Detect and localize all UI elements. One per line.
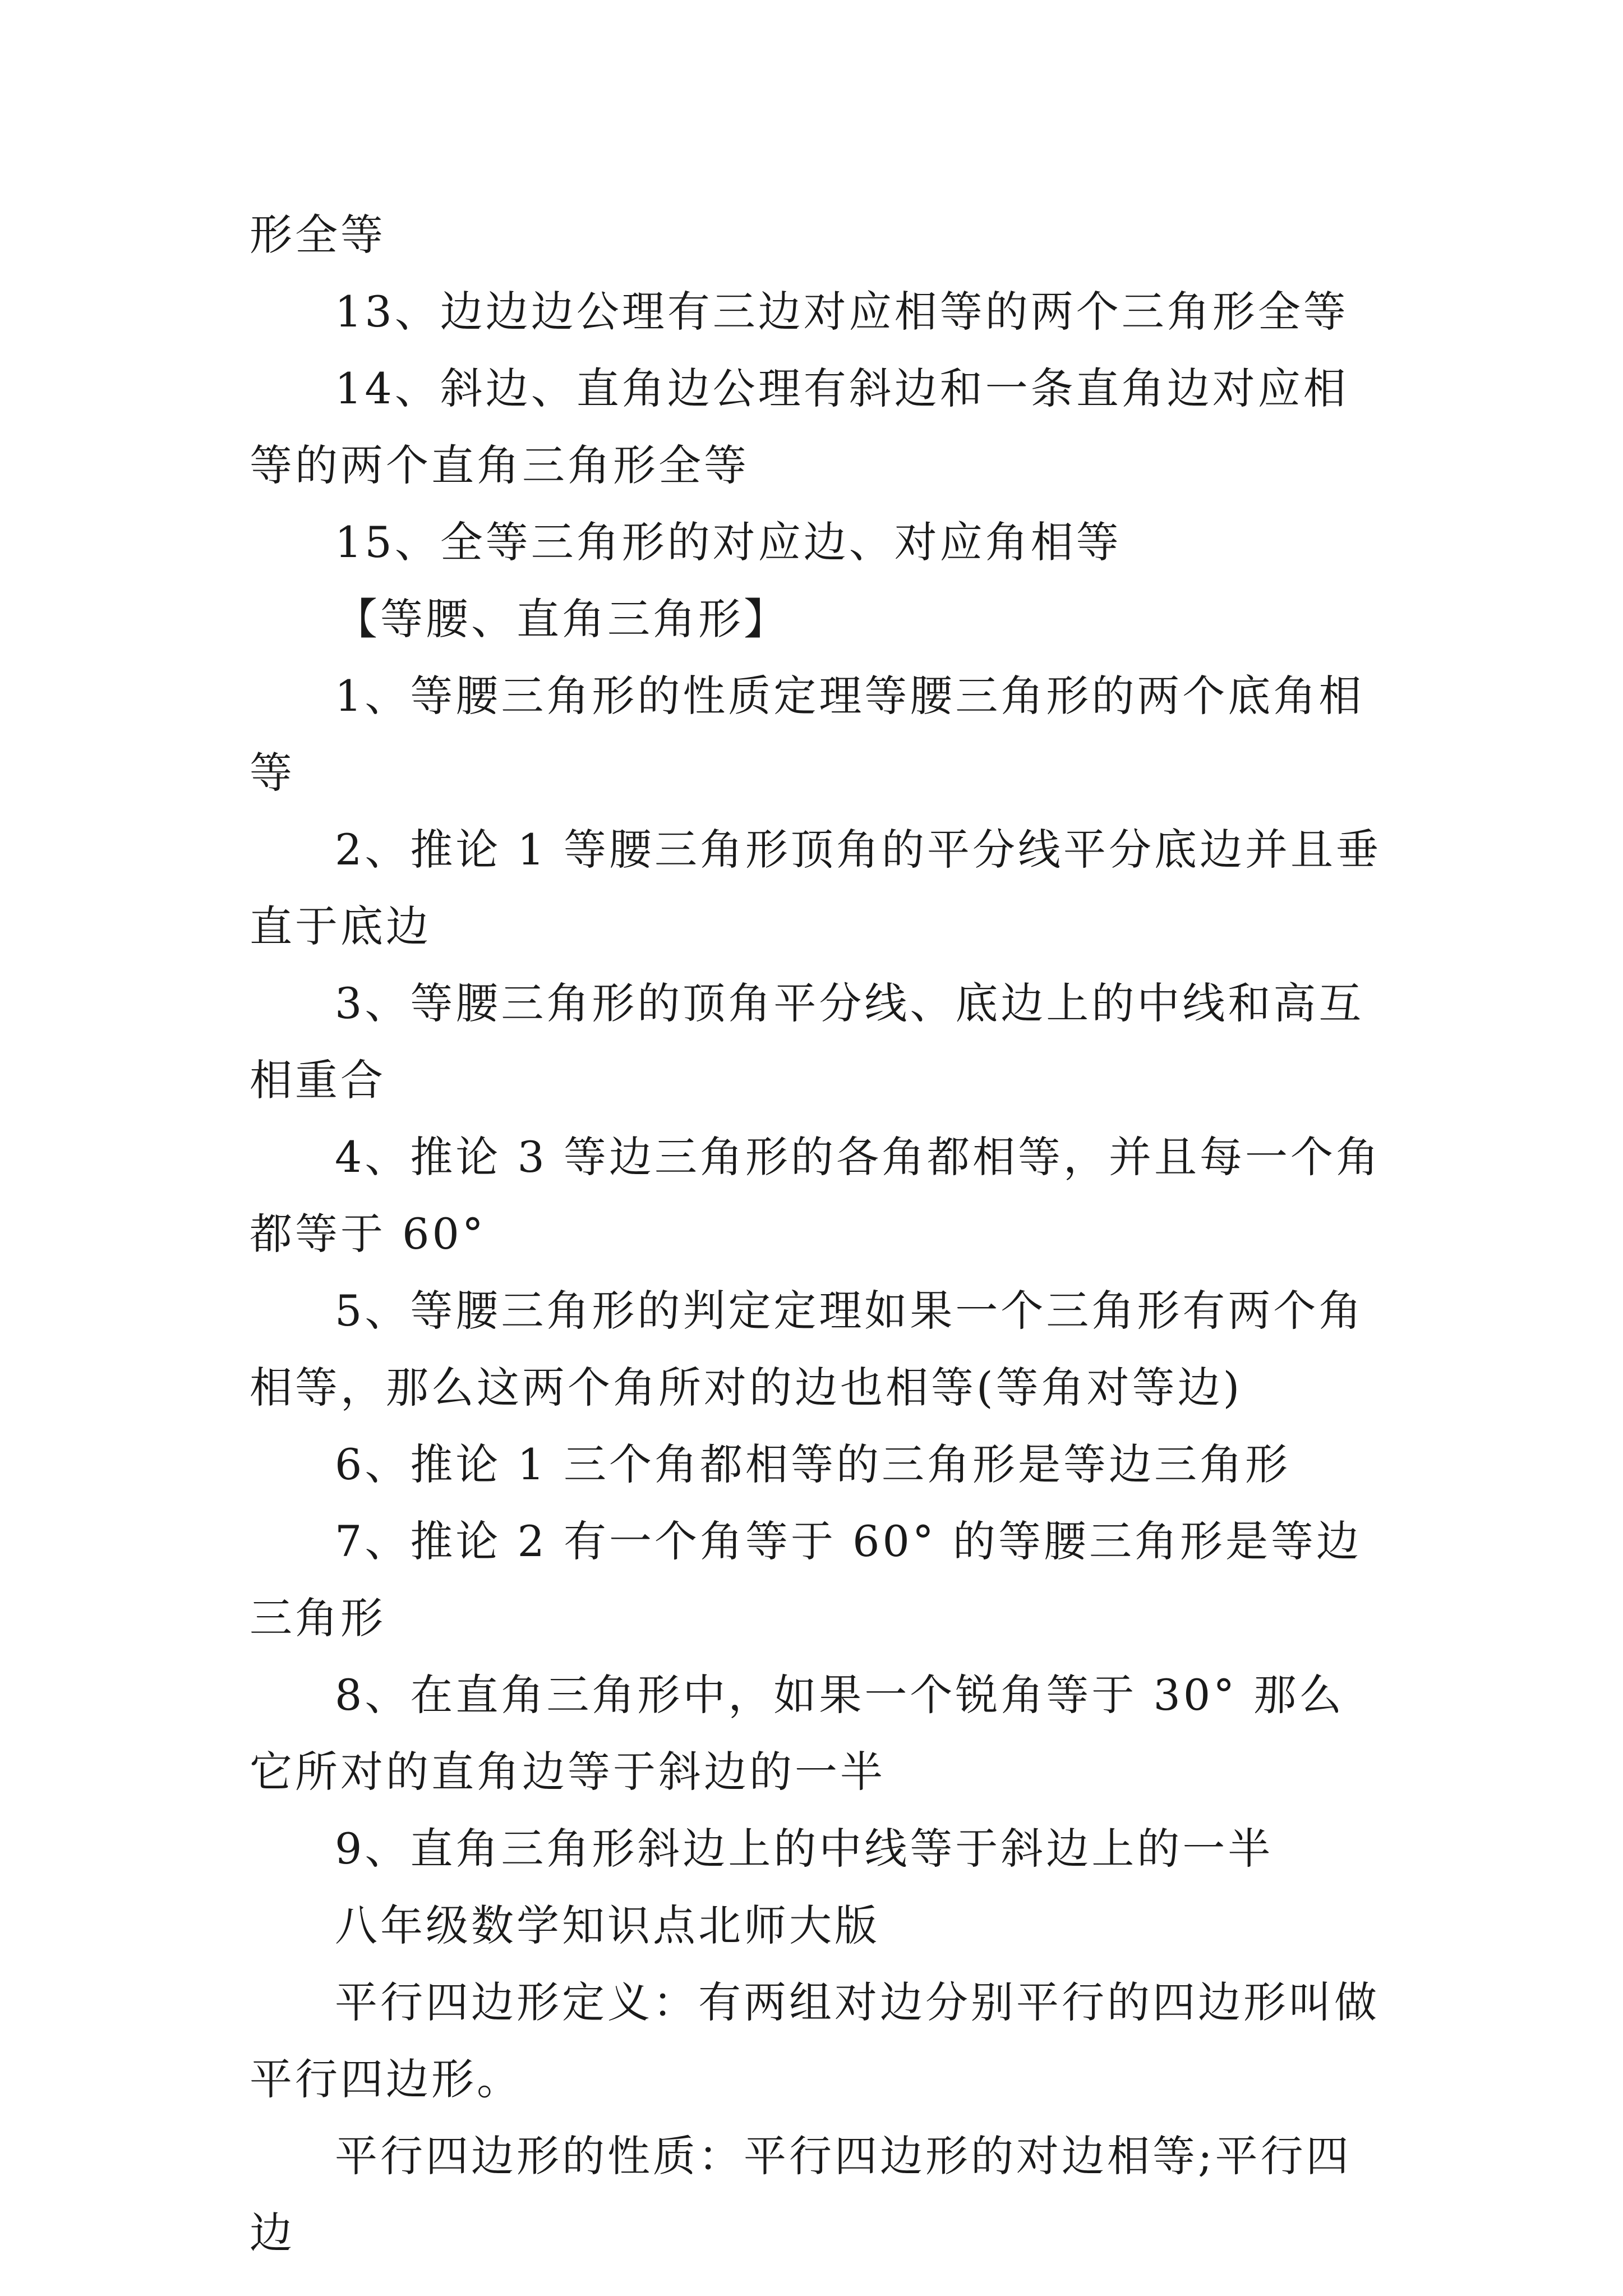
- section-heading: 【等腰、直角三角形】: [335, 594, 789, 644]
- paragraph-item-2: 2、推论 1 等腰三角形顶角的平分线平分底边并且垂直于底边: [250, 825, 1382, 951]
- paragraph-item-15: 15、全等三角形的对应边、对应角相等: [335, 517, 1122, 567]
- document-body: [250, 196, 1388, 2271]
- definition-paragraph: 平行四边形定义：有两组对边分别平行的四边形叫做平行四边形。: [250, 1977, 1380, 2104]
- paragraph-item-8: 8、在直角三角形中，如果一个锐角等于 30° 那么它所对的直角边等于斜边的一半: [250, 1670, 1345, 1797]
- paragraph-item-1: 1、等腰三角形的性质定理等腰三角形的两个底角相等: [250, 671, 1364, 798]
- paragraph-item-13: 13、边边边公理有三边对应相等的两个三角形全等: [335, 287, 1349, 337]
- subtitle-line: 八年级数学知识点北师大版: [335, 1901, 880, 1950]
- properties-paragraph: 平行四边形的性质：平行四边形的对边相等;平行四边: [250, 2131, 1352, 2258]
- paragraph-item-5: 5、等腰三角形的判定定理如果一个三角形有两个角相等，那么这两个角所对的边也相等(等角对等边): [250, 1286, 1364, 1412]
- paragraph-item-7: 7、推论 2 有一个角等于 60° 的等腰三角形是等边三角形: [250, 1516, 1362, 1643]
- paragraph-item-3: 3、等腰三角形的顶角平分线、底边上的中线和高互相重合: [250, 978, 1364, 1105]
- paragraph-continuation: 形全等: [250, 210, 386, 260]
- paragraph-item-4: 4、推论 3 等边三角形的各角都相等，并且每一个角都等于 60°: [250, 1132, 1382, 1259]
- paragraph-item-14: 14、斜边、直角边公理有斜边和一条直角边对应相等的两个直角三角形全等: [250, 364, 1349, 490]
- paragraph-item-9: 9、直角三角形斜边上的中线等于斜边上的一半: [335, 1824, 1274, 1874]
- paragraph-item-6: 6、推论 1 三个角都相等的三角形是等边三角形: [335, 1439, 1291, 1489]
